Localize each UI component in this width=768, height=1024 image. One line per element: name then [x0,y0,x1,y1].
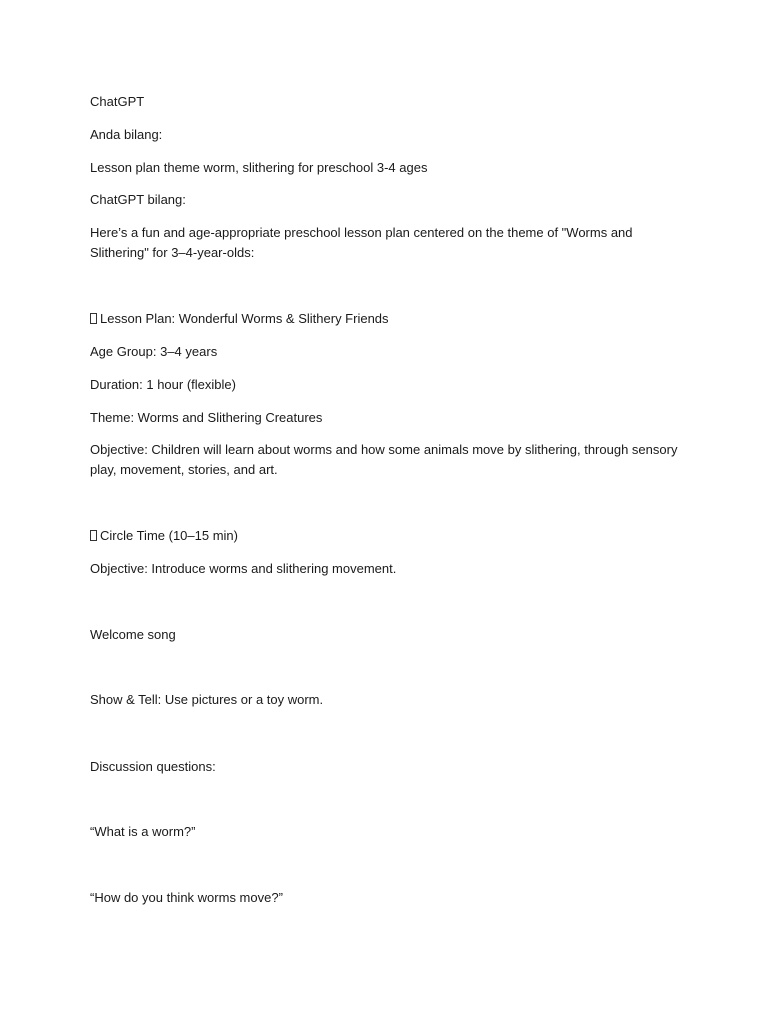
discussion-questions: Discussion questions: [90,759,216,774]
show-and-tell: Show & Tell: Use pictures or a toy worm. [90,692,324,707]
document-header: ChatGPT [90,94,145,109]
theme: Theme: Worms and Slithering Creatures [90,410,323,425]
circle-time-objective: Objective: Introduce worms and slithering movement. [90,561,397,576]
lesson-plan-heading [90,309,680,329]
question-2: “How do you think worms move?” [90,890,283,905]
missing-glyph-icon [90,530,97,541]
question-1: “What is a worm?” [90,824,196,839]
circle-time-title: Circle Time (10–15 min) [100,528,238,543]
age-group: Age Group: 3–4 years [90,344,218,359]
welcome-song: Welcome song [90,627,176,642]
intro-paragraph: Here’s a fun and age-appropriate preschool lesson plan centered on the theme of "Worms and Slithering" for 3–4-year-olds: [90,225,633,260]
objective: Objective: Children will learn about worms and how some animals move by slithering, through sensory play, movement, stories, and art. [90,442,678,477]
assistant-label: ChatGPT bilang: [90,192,186,207]
duration: Duration: 1 hour (flexible) [90,377,236,392]
circle-time-heading [90,526,680,546]
missing-glyph-icon [90,313,97,324]
user-label: Anda bilang: [90,127,163,142]
user-prompt: Lesson plan theme worm, slithering for preschool 3-4 ages [90,160,428,175]
lesson-plan-title: Lesson Plan: Wonderful Worms & Slithery Friends [100,311,389,326]
